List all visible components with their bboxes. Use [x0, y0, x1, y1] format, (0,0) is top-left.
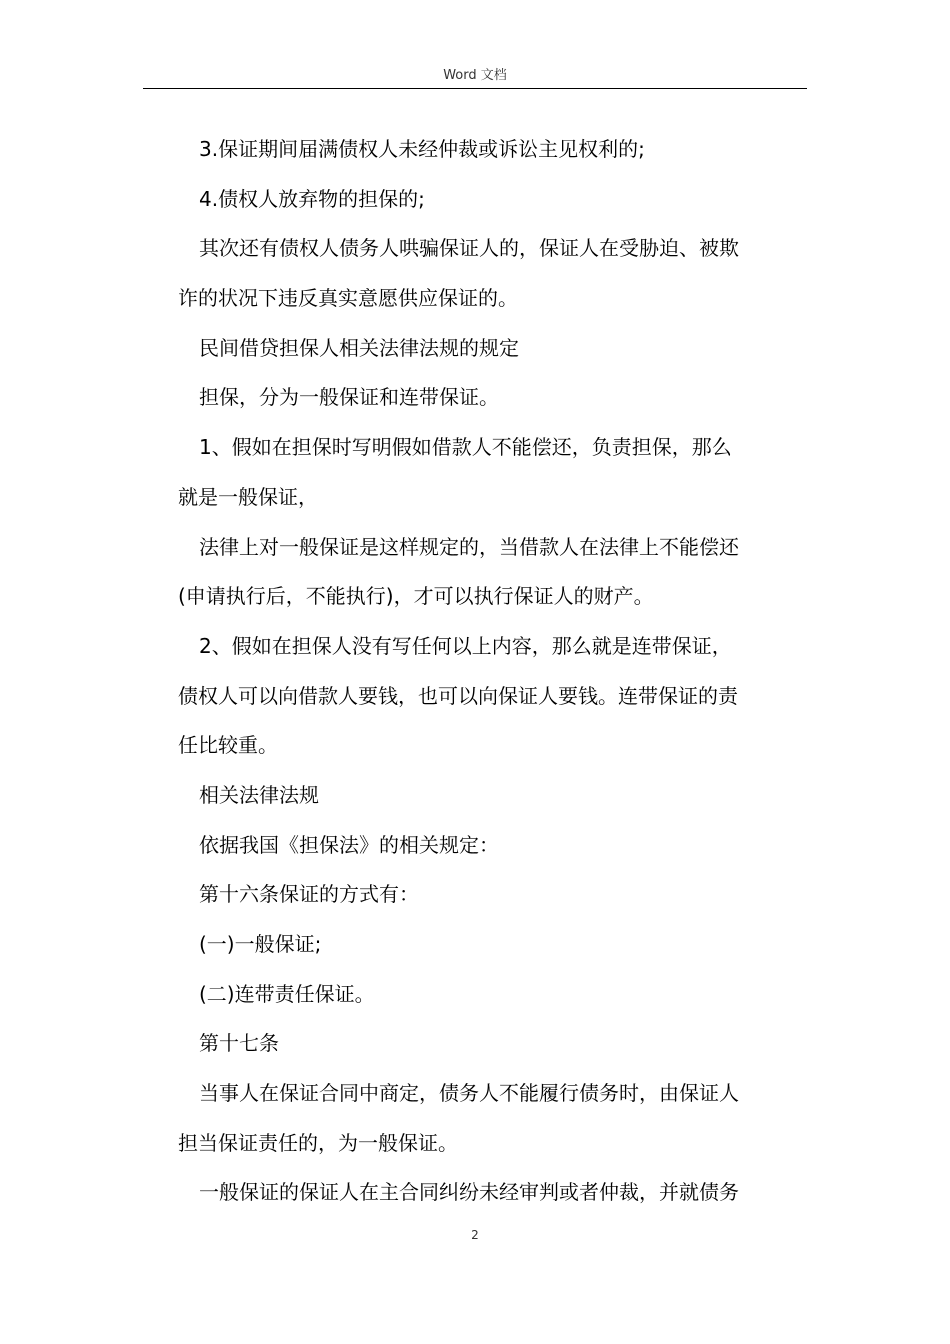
text-line: 1、假如在担保时写明假如借款人不能偿还，负责担保，那么 [199, 435, 732, 460]
text-line: (申请执行后，不能执行)，才可以执行保证人的财产。 [178, 584, 654, 609]
text-line: 相关法律法规 [199, 782, 319, 807]
text-line: 4.债权人放弃物的担保的; [199, 186, 425, 211]
text-line: (一)一般保证; [199, 932, 322, 956]
text-line: 民间借贷担保人相关法律法规的规定 [199, 335, 519, 360]
text-line: 担保，分为一般保证和连带保证。 [199, 385, 499, 410]
text-line: 任比较重。 [178, 733, 278, 758]
text-line: 第十七条 [199, 1031, 279, 1056]
text-line: 依据我国《担保法》的相关规定： [199, 832, 499, 857]
text-line: 法律上对一般保证是这样规定的，当借款人在法律上不能偿还 [199, 534, 739, 559]
text-line: 当事人在保证合同中商定，债务人不能履行债务时，由保证人 [199, 1081, 739, 1106]
page-header [143, 68, 807, 89]
text-line: 债权人可以向借款人要钱，也可以向保证人要钱。连带保证的责 [178, 683, 738, 708]
document-body [178, 131, 803, 1224]
text-line: 诈的状况下违反真实意愿供应保证的。 [178, 286, 518, 311]
text-line: 2、假如在担保人没有写任何以上内容，那么就是连带保证， [199, 633, 732, 658]
text-line: (二)连带责任保证。 [199, 981, 375, 1006]
text-line: 担当保证责任的，为一般保证。 [178, 1130, 458, 1155]
text-line: 其次还有债权人债务人哄骗保证人的，保证人在受胁迫、被欺 [199, 236, 739, 261]
page-number: 2 [471, 1228, 479, 1242]
text-line: 3.保证期间届满债权人未经仲裁或诉讼主见权利的; [199, 137, 645, 161]
text-line: 第十六条保证的方式有： [199, 882, 419, 907]
header-title: Word 文档 [443, 68, 507, 83]
text-line: 就是一般保证， [178, 484, 318, 509]
text-line: 一般保证的保证人在主合同纠纷未经审判或者仲裁，并就债务 [199, 1180, 739, 1205]
page-footer [0, 1228, 950, 1242]
